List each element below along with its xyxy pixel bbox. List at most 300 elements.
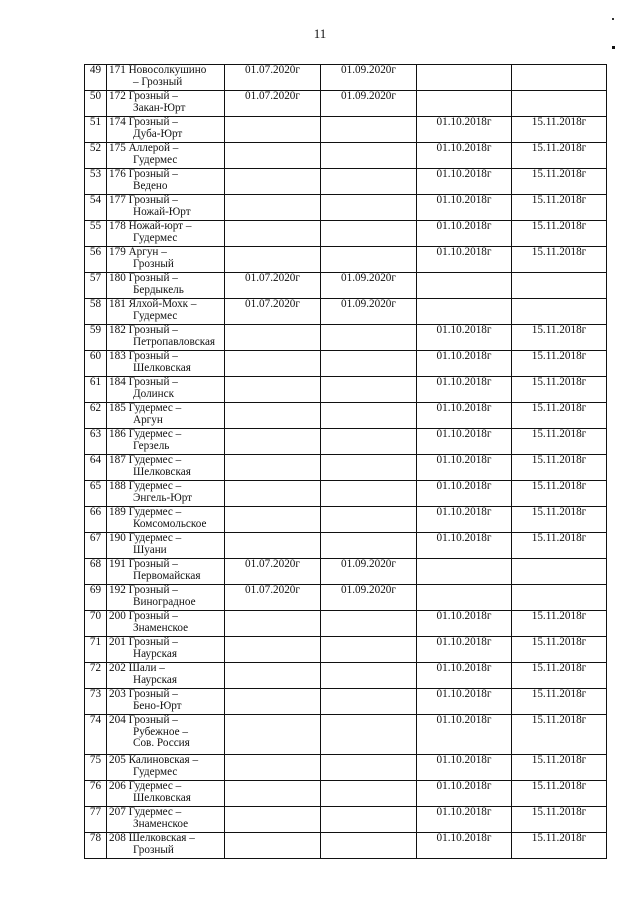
date-cell-2 (321, 833, 417, 859)
table-row (85, 833, 607, 859)
date-cell-1: 01.07.2020г (225, 299, 321, 325)
row-number: 57 (85, 273, 107, 299)
route-line-2: Гудермес (133, 153, 178, 166)
date-cell-1 (225, 247, 321, 273)
route-line-2: Бено-Юрт (133, 699, 182, 712)
route-start: Аргун – (128, 246, 167, 258)
table-row (85, 117, 607, 143)
route-cell (107, 455, 225, 481)
table-row (85, 481, 607, 507)
date-cell-4: 15.11.2018г (512, 689, 607, 715)
date-cell-3: 01.10.2018г (417, 377, 512, 403)
row-number: 71 (85, 637, 107, 663)
row-number: 59 (85, 325, 107, 351)
row-number: 74 (85, 715, 107, 755)
route-start: Грозный – (128, 584, 178, 596)
route-code: 179 (109, 246, 126, 258)
date-cell-1 (225, 663, 321, 689)
date-cell-4: 15.11.2018г (512, 221, 607, 247)
route-code: 184 (109, 376, 126, 388)
date-cell-3: 01.10.2018г (417, 247, 512, 273)
date-cell-1: 01.07.2020г (225, 91, 321, 117)
date-cell-1 (225, 507, 321, 533)
route-cell (107, 221, 225, 247)
table-row (85, 377, 607, 403)
table-row (85, 755, 607, 781)
date-cell-3: 01.10.2018г (417, 117, 512, 143)
route-start: Грозный – (128, 272, 178, 284)
route-line-2: Дуба-Юрт (133, 127, 183, 140)
route-code: 202 (109, 662, 126, 674)
table-row (85, 247, 607, 273)
date-cell-1 (225, 143, 321, 169)
date-cell-3: 01.10.2018г (417, 807, 512, 833)
route-code: 172 (109, 90, 126, 102)
date-cell-1 (225, 481, 321, 507)
route-start: Шелковская – (128, 832, 195, 844)
route-cell (107, 65, 225, 91)
route-code: 180 (109, 272, 126, 284)
date-cell-4: 15.11.2018г (512, 533, 607, 559)
route-start: Ножай-юрт – (128, 220, 192, 232)
route-start: Гудермес – (128, 428, 182, 440)
table-row (85, 781, 607, 807)
route-start: Гудермес – (128, 454, 182, 466)
date-cell-1 (225, 403, 321, 429)
date-cell-2 (321, 403, 417, 429)
schedule-table (84, 64, 607, 859)
row-number: 60 (85, 351, 107, 377)
date-cell-1 (225, 781, 321, 807)
route-line-1 (109, 351, 222, 363)
date-cell-3: 01.10.2018г (417, 481, 512, 507)
route-code: 205 (109, 754, 126, 766)
route-line-2: Гудермес (133, 765, 178, 778)
route-line-2: Долинск (133, 387, 175, 400)
route-line-1 (109, 117, 222, 129)
route-code: 188 (109, 480, 126, 492)
date-cell-4: 15.11.2018г (512, 195, 607, 221)
route-line-3: Сов. Россия (133, 737, 190, 749)
route-line-2: Наурская (133, 673, 178, 686)
row-number: 67 (85, 533, 107, 559)
row-number: 56 (85, 247, 107, 273)
route-line-1 (109, 247, 222, 259)
table-row (85, 429, 607, 455)
table-row (85, 195, 607, 221)
date-cell-4 (512, 91, 607, 117)
date-cell-1 (225, 807, 321, 833)
table-row (85, 403, 607, 429)
route-code: 207 (109, 806, 126, 818)
date-cell-4: 15.11.2018г (512, 403, 607, 429)
route-start: Грозный – (128, 350, 178, 362)
route-line-1 (109, 663, 222, 675)
route-line-2: Шелковская (133, 465, 191, 478)
date-cell-1 (225, 455, 321, 481)
route-line-1 (109, 533, 222, 545)
table-row (85, 143, 607, 169)
table-row (85, 325, 607, 351)
route-start: Грозный – (128, 376, 178, 388)
date-cell-3: 01.10.2018г (417, 637, 512, 663)
date-cell-3: 01.10.2018г (417, 611, 512, 637)
page-number: 11 (313, 26, 327, 41)
date-cell-1 (225, 715, 321, 755)
route-code: 191 (109, 558, 126, 570)
route-line-2: Гудермес (133, 309, 178, 322)
route-line-2: Бердыкель (133, 283, 184, 296)
route-code: 176 (109, 168, 126, 180)
date-cell-2 (321, 169, 417, 195)
route-start: Калиновская – (128, 754, 199, 766)
route-line-2: Закан-Юрт (133, 101, 186, 114)
row-number: 63 (85, 429, 107, 455)
date-cell-4: 15.11.2018г (512, 715, 607, 755)
date-cell-2 (321, 507, 417, 533)
route-line-1 (109, 807, 222, 819)
route-cell (107, 195, 225, 221)
route-cell (107, 637, 225, 663)
row-number: 50 (85, 91, 107, 117)
route-start: Гудермес – (128, 402, 182, 414)
table-row (85, 65, 607, 91)
row-number: 65 (85, 481, 107, 507)
route-cell (107, 351, 225, 377)
route-line-1 (109, 143, 222, 155)
date-cell-1: 01.07.2020г (225, 65, 321, 91)
route-line-1 (109, 833, 222, 845)
route-line-2: Шуани (133, 543, 167, 556)
route-line-2: Петропавловская (133, 335, 216, 348)
route-line-1 (109, 507, 222, 519)
date-cell-1 (225, 429, 321, 455)
date-cell-4: 15.11.2018г (512, 781, 607, 807)
route-code: 208 (109, 832, 126, 844)
date-cell-3: 01.10.2018г (417, 507, 512, 533)
route-start: Грозный – (128, 558, 178, 570)
route-line-2: Первомайская (133, 569, 201, 582)
date-cell-4 (512, 585, 607, 611)
row-number: 51 (85, 117, 107, 143)
table-row (85, 533, 607, 559)
date-cell-4: 15.11.2018г (512, 143, 607, 169)
date-cell-4: 15.11.2018г (512, 377, 607, 403)
table-row (85, 507, 607, 533)
date-cell-2 (321, 663, 417, 689)
route-line-2: Энгель-Юрт (133, 491, 193, 504)
route-code: 203 (109, 688, 126, 700)
date-cell-2: 01.09.2020г (321, 273, 417, 299)
date-cell-1 (225, 637, 321, 663)
route-line-2: Комсомольское (133, 517, 207, 530)
route-line-2: Аргун (133, 413, 163, 426)
date-cell-2 (321, 143, 417, 169)
date-cell-2 (321, 221, 417, 247)
date-cell-4: 15.11.2018г (512, 429, 607, 455)
route-start: Гудермес – (128, 780, 182, 792)
route-cell (107, 559, 225, 585)
date-cell-4: 15.11.2018г (512, 833, 607, 859)
date-cell-3 (417, 273, 512, 299)
row-number: 62 (85, 403, 107, 429)
route-start: Новосолкушино (128, 64, 207, 76)
route-start: Гудермес – (128, 506, 182, 518)
date-cell-2: 01.09.2020г (321, 91, 417, 117)
date-cell-2: 01.09.2020г (321, 559, 417, 585)
route-start: Грозный – (128, 636, 178, 648)
route-line-1 (109, 637, 222, 649)
date-cell-2 (321, 689, 417, 715)
route-cell (107, 169, 225, 195)
route-line-1 (109, 169, 222, 181)
route-line-1 (109, 273, 222, 285)
table-row (85, 91, 607, 117)
route-cell (107, 299, 225, 325)
date-cell-4 (512, 299, 607, 325)
date-cell-2 (321, 807, 417, 833)
route-cell (107, 689, 225, 715)
route-code: 175 (109, 142, 126, 154)
row-number: 69 (85, 585, 107, 611)
route-line-1 (109, 455, 222, 467)
route-start: Гудермес – (128, 532, 182, 544)
route-cell (107, 117, 225, 143)
route-line-1 (109, 221, 222, 233)
table-row (85, 273, 607, 299)
row-number: 49 (85, 65, 107, 91)
date-cell-3: 01.10.2018г (417, 455, 512, 481)
date-cell-3 (417, 91, 512, 117)
row-number: 53 (85, 169, 107, 195)
date-cell-3: 01.10.2018г (417, 403, 512, 429)
route-line-1 (109, 689, 222, 701)
row-number: 58 (85, 299, 107, 325)
route-line-1 (109, 377, 222, 389)
date-cell-1 (225, 611, 321, 637)
table-row (85, 807, 607, 833)
date-cell-4: 15.11.2018г (512, 637, 607, 663)
table-row (85, 663, 607, 689)
route-code: 171 (109, 64, 126, 76)
route-code: 174 (109, 116, 126, 128)
route-cell (107, 325, 225, 351)
route-cell (107, 585, 225, 611)
route-code: 200 (109, 610, 126, 622)
date-cell-3: 01.10.2018г (417, 689, 512, 715)
date-cell-1 (225, 689, 321, 715)
date-cell-1 (225, 117, 321, 143)
table-row (85, 715, 607, 755)
date-cell-3: 01.10.2018г (417, 325, 512, 351)
date-cell-4: 15.11.2018г (512, 807, 607, 833)
route-code: 192 (109, 584, 126, 596)
route-start: Грозный – (128, 168, 178, 180)
route-cell (107, 247, 225, 273)
date-cell-2 (321, 325, 417, 351)
date-cell-4: 15.11.2018г (512, 455, 607, 481)
route-start: Грозный – (128, 610, 178, 622)
row-number: 78 (85, 833, 107, 859)
date-cell-4: 15.11.2018г (512, 755, 607, 781)
date-cell-2 (321, 247, 417, 273)
date-cell-2 (321, 195, 417, 221)
route-cell (107, 403, 225, 429)
route-line-1 (109, 299, 222, 311)
date-cell-3 (417, 559, 512, 585)
date-cell-2 (321, 429, 417, 455)
date-cell-2 (321, 637, 417, 663)
date-cell-3 (417, 65, 512, 91)
row-number: 77 (85, 807, 107, 833)
date-cell-4: 15.11.2018г (512, 611, 607, 637)
row-number: 75 (85, 755, 107, 781)
route-line-2: Гудермес (133, 231, 178, 244)
row-number: 61 (85, 377, 107, 403)
scan-speck (612, 18, 614, 20)
date-cell-1 (225, 377, 321, 403)
date-cell-4: 15.11.2018г (512, 351, 607, 377)
route-line-2: Виноградное (133, 595, 196, 608)
row-number: 68 (85, 559, 107, 585)
route-line-2: Грозный (133, 257, 174, 270)
row-number: 72 (85, 663, 107, 689)
date-cell-3: 01.10.2018г (417, 781, 512, 807)
row-number: 54 (85, 195, 107, 221)
date-cell-4: 15.11.2018г (512, 117, 607, 143)
route-start: Шали – (128, 662, 165, 674)
route-cell (107, 481, 225, 507)
route-cell (107, 807, 225, 833)
date-cell-3: 01.10.2018г (417, 143, 512, 169)
date-cell-3: 01.10.2018г (417, 663, 512, 689)
date-cell-2 (321, 715, 417, 755)
table-row (85, 169, 607, 195)
route-cell (107, 833, 225, 859)
date-cell-2 (321, 781, 417, 807)
date-cell-3: 01.10.2018г (417, 429, 512, 455)
route-start: Грозный – (128, 714, 178, 726)
date-cell-1: 01.07.2020г (225, 559, 321, 585)
route-start: Ялхой-Мохк – (128, 298, 197, 310)
table-row (85, 559, 607, 585)
route-line-2: Шелковская (133, 791, 191, 804)
route-line-1 (109, 559, 222, 571)
route-line-2: Знаменское (133, 621, 189, 634)
route-cell (107, 781, 225, 807)
route-line-2: – Грозный (133, 75, 183, 88)
table-row (85, 455, 607, 481)
route-line-2: Наурская (133, 647, 178, 660)
date-cell-1 (225, 221, 321, 247)
date-cell-3: 01.10.2018г (417, 169, 512, 195)
table-row (85, 637, 607, 663)
route-code: 189 (109, 506, 126, 518)
route-start: Гудермес – (128, 480, 182, 492)
table-row (85, 299, 607, 325)
date-cell-2: 01.09.2020г (321, 299, 417, 325)
date-cell-1 (225, 533, 321, 559)
date-cell-2 (321, 117, 417, 143)
route-cell (107, 663, 225, 689)
schedule-table-body (85, 65, 607, 859)
route-start: Гудермес – (128, 806, 182, 818)
route-code: 185 (109, 402, 126, 414)
date-cell-3: 01.10.2018г (417, 715, 512, 755)
row-number: 73 (85, 689, 107, 715)
date-cell-2 (321, 533, 417, 559)
date-cell-3: 01.10.2018г (417, 351, 512, 377)
route-code: 177 (109, 194, 126, 206)
route-line-1 (109, 755, 222, 767)
route-line-2: Герзель (133, 439, 170, 452)
date-cell-4 (512, 65, 607, 91)
route-start: Грозный – (128, 116, 178, 128)
date-cell-3: 01.10.2018г (417, 195, 512, 221)
route-code: 206 (109, 780, 126, 792)
route-start: Грозный – (128, 90, 178, 102)
table-row (85, 585, 607, 611)
date-cell-4 (512, 559, 607, 585)
route-line-1 (109, 585, 222, 597)
row-number: 66 (85, 507, 107, 533)
date-cell-1 (225, 833, 321, 859)
date-cell-3 (417, 585, 512, 611)
route-code: 187 (109, 454, 126, 466)
route-cell (107, 755, 225, 781)
date-cell-1 (225, 351, 321, 377)
date-cell-1 (225, 195, 321, 221)
route-code: 181 (109, 298, 126, 310)
route-start: Аллерой – (128, 142, 179, 154)
date-cell-3: 01.10.2018г (417, 833, 512, 859)
route-line-2: Рубежное – (133, 725, 188, 738)
route-line-2: Шелковская (133, 361, 191, 374)
row-number: 55 (85, 221, 107, 247)
route-cell (107, 429, 225, 455)
date-cell-4: 15.11.2018г (512, 663, 607, 689)
table-row (85, 689, 607, 715)
date-cell-2: 01.09.2020г (321, 65, 417, 91)
date-cell-4: 15.11.2018г (512, 481, 607, 507)
route-code: 182 (109, 324, 126, 336)
route-code: 201 (109, 636, 126, 648)
route-start: Грозный – (128, 194, 178, 206)
scan-speck (612, 46, 615, 49)
route-cell (107, 507, 225, 533)
date-cell-2 (321, 611, 417, 637)
route-line-1 (109, 65, 222, 77)
table-row (85, 351, 607, 377)
date-cell-3: 01.10.2018г (417, 533, 512, 559)
date-cell-4: 15.11.2018г (512, 169, 607, 195)
row-number: 70 (85, 611, 107, 637)
date-cell-3: 01.10.2018г (417, 221, 512, 247)
date-cell-1 (225, 325, 321, 351)
date-cell-2 (321, 481, 417, 507)
route-line-2: Ведено (133, 179, 168, 192)
route-line-1 (109, 481, 222, 493)
date-cell-4: 15.11.2018г (512, 247, 607, 273)
date-cell-3: 01.10.2018г (417, 755, 512, 781)
date-cell-4: 15.11.2018г (512, 325, 607, 351)
route-start: Грозный – (128, 688, 178, 700)
route-line-1 (109, 429, 222, 441)
date-cell-1 (225, 169, 321, 195)
route-line-1 (109, 403, 222, 415)
date-cell-1: 01.07.2020г (225, 585, 321, 611)
route-line-1 (109, 611, 222, 623)
